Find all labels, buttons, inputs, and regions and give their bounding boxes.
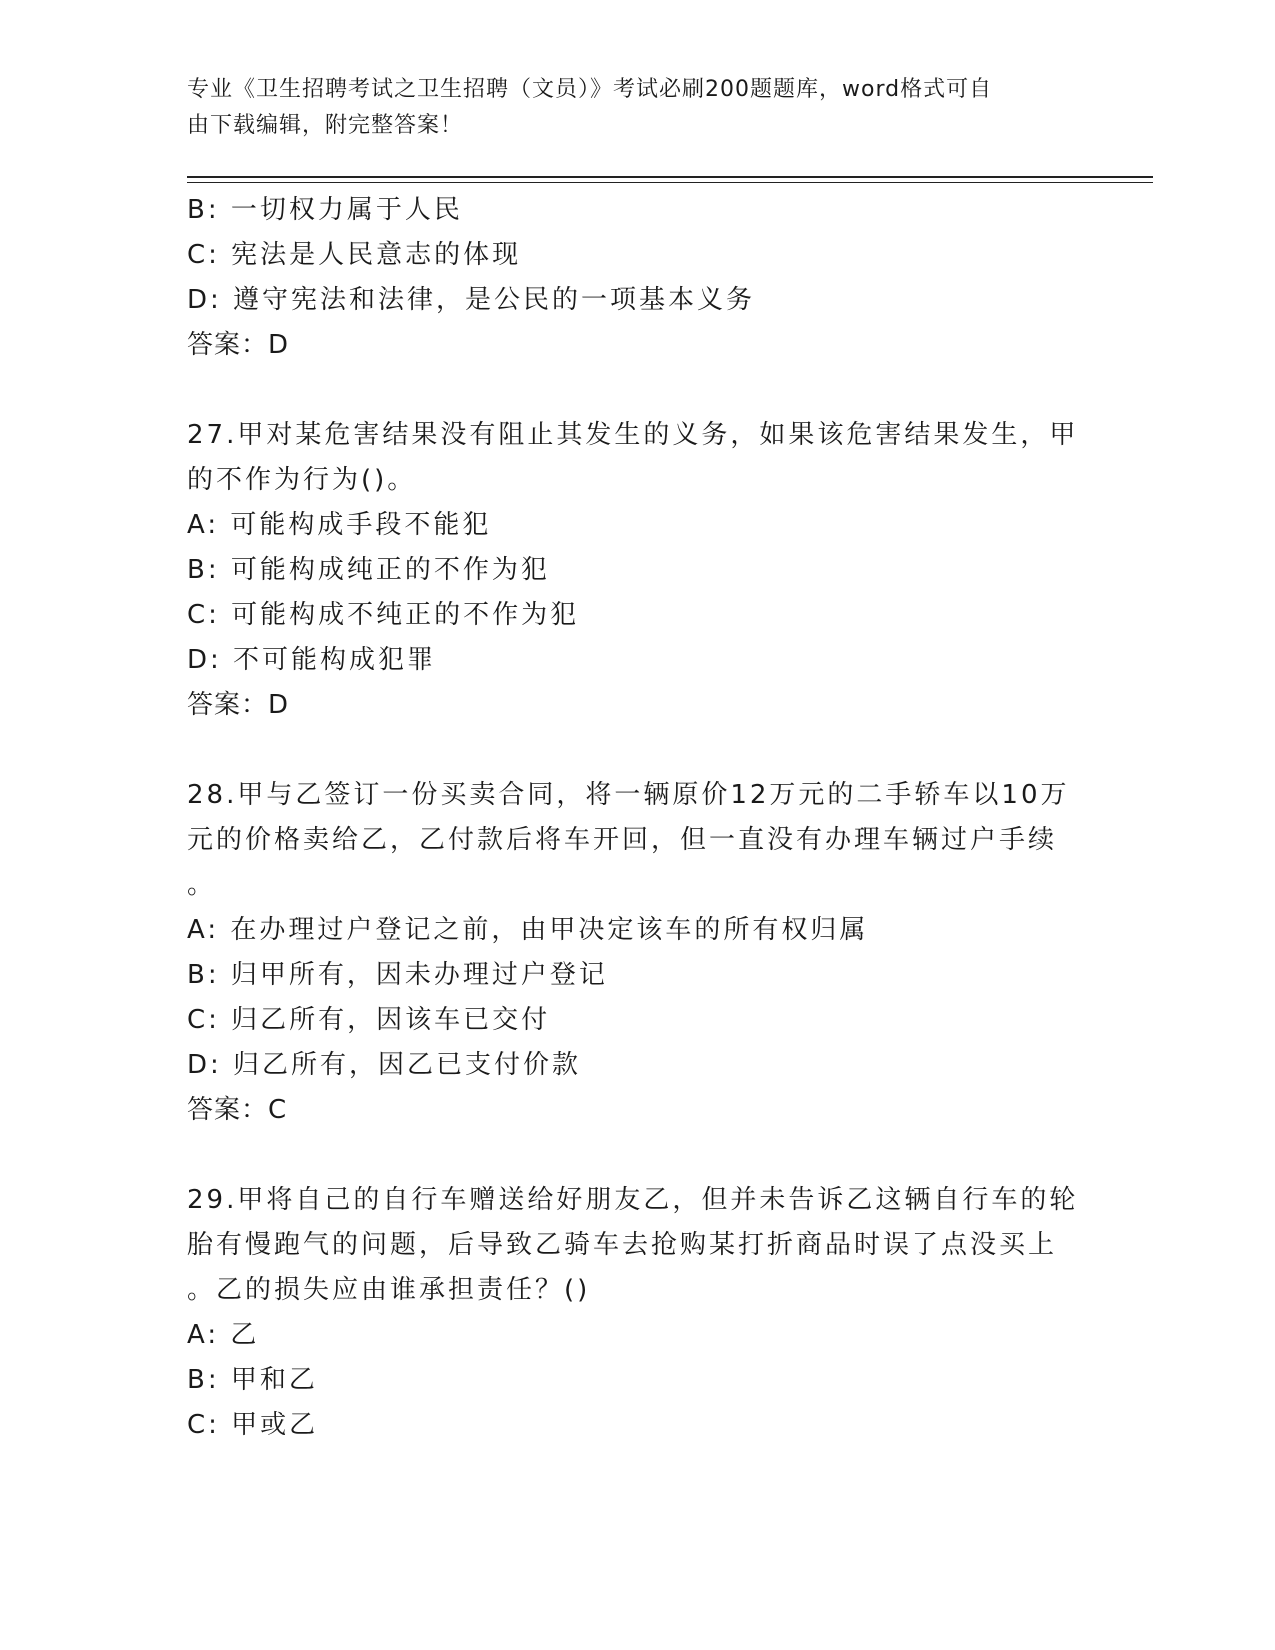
stem-line: 。乙的损失应由谁承担责任？()	[187, 1275, 591, 1305]
option-c: C: 归乙所有，因该车已交付	[187, 1005, 551, 1035]
option-a: A: 乙	[187, 1320, 260, 1350]
prev-question-block	[187, 188, 1067, 368]
option-d: D: 遵守宪法和法律，是公民的一项基本义务	[187, 285, 756, 315]
header-line-2: 由下载编辑，附完整答案！	[187, 113, 464, 138]
stem-line: 28.甲与乙签订一份买卖合同，将一辆原价12万元的二手轿车以10万	[187, 780, 1070, 810]
document-body	[187, 188, 1079, 1448]
answer-line: 答案：D	[187, 330, 290, 360]
spacer	[187, 728, 1067, 773]
option-a: A: 在办理过户登记之前，由甲决定该车的所有权归属	[187, 915, 869, 945]
option-b: B: 归甲所有，因未办理过户登记	[187, 960, 608, 990]
option-b: B: 可能构成纯正的不作为犯	[187, 555, 550, 585]
header-divider-thin	[187, 182, 1153, 183]
option-c: C: 可能构成不纯正的不作为犯	[187, 600, 580, 630]
question-29	[187, 1178, 1079, 1448]
header-line-1: 专业《卫生招聘考试之卫生招聘（文员）》考试必刷200题题库，word格式可自	[187, 77, 993, 102]
spacer	[187, 368, 1067, 413]
question-27	[187, 413, 1079, 728]
option-a: A: 可能构成手段不能犯	[187, 510, 492, 540]
answer-line: 答案：C	[187, 1095, 288, 1125]
question-stem	[187, 1178, 1079, 1313]
question-28	[187, 773, 1070, 1133]
stem-line: 胎有慢跑气的问题，后导致乙骑车去抢购某打折商品时误了点没买上	[187, 1230, 1058, 1260]
option-c: C: 甲或乙	[187, 1410, 319, 1440]
stem-line: 。	[187, 870, 217, 900]
stem-line: 的不作为行为()。	[187, 465, 417, 495]
stem-line: 27.甲对某危害结果没有阻止其发生的义务，如果该危害结果发生，甲	[187, 420, 1079, 450]
spacer	[187, 1133, 1067, 1178]
header-divider-thick	[187, 176, 1153, 178]
option-d: D: 归乙所有，因乙已支付价款	[187, 1050, 582, 1080]
answer-line: 答案：D	[187, 690, 290, 720]
option-b: B: 甲和乙	[187, 1365, 318, 1395]
stem-line: 29.甲将自己的自行车赠送给好朋友乙，但并未告诉乙这辆自行车的轮	[187, 1185, 1079, 1215]
option-d: D: 不可能构成犯罪	[187, 645, 437, 675]
stem-line: 元的价格卖给乙，乙付款后将车开回，但一直没有办理车辆过户手续	[187, 825, 1058, 855]
option-c: C: 宪法是人民意志的体现	[187, 240, 522, 270]
document-header	[187, 72, 1067, 144]
question-stem	[187, 413, 1079, 503]
option-b: B: 一切权力属于人民	[187, 195, 463, 225]
question-stem	[187, 773, 1070, 908]
